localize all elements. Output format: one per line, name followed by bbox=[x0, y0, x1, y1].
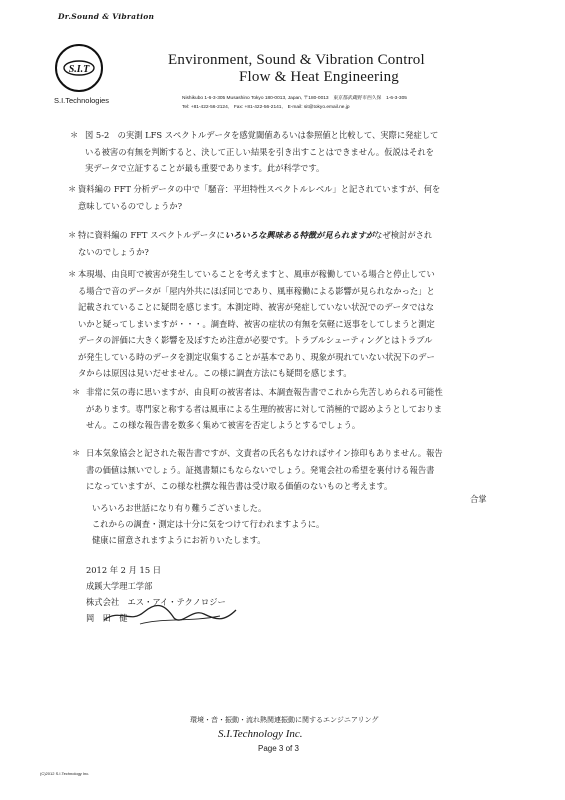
closing-remarks bbox=[92, 500, 324, 548]
contact-line: Tel: +81-422-56-2124, Fax: +81-422-56-2141, E-mail: sit@tokyo.email.ne.jp bbox=[182, 105, 350, 110]
letter-date: 2012 年 2 月 15 日 bbox=[86, 565, 162, 575]
handwritten-signature bbox=[100, 600, 240, 628]
bullet-marker: ＊ bbox=[68, 184, 77, 194]
paragraph-line: 資料編の FFT 分析データの中で「騒音：平坦特性スペクトルレベル」と記されていますが、何を bbox=[78, 184, 441, 194]
text-segment: なぜ検討がされ bbox=[374, 230, 433, 240]
emphasized-text: いろいろな興味ある特徴が見られますが bbox=[224, 230, 375, 240]
paragraph-line: いる被害の有無を判断すると、決して正しい結果を引き出すことはできません。仮説はそれを bbox=[85, 146, 434, 157]
closing-salutation: 合掌 bbox=[470, 494, 487, 504]
comment-paragraph-3 bbox=[68, 227, 432, 260]
paragraph-line: があります。専門家と称する者は風車による生理的被害に対して消極的で認めようとしておりま bbox=[86, 403, 443, 414]
paragraph-line: 図 5-2 の実測 LFS スペクトルデータを感覚閾値あるいは参照値と比較して、実際に発症して bbox=[85, 130, 439, 140]
bullet-marker: ＊ bbox=[68, 269, 77, 279]
brand-tagline: Dr.Sound & Vibration bbox=[58, 12, 155, 21]
logo-emblem bbox=[57, 46, 101, 90]
bullet-marker: ＊ bbox=[72, 448, 81, 458]
logo-text: S.I.T bbox=[68, 64, 90, 75]
bullet-marker: ＊ bbox=[68, 230, 77, 240]
comment-paragraph-5 bbox=[72, 384, 443, 434]
company-name: 株式会社 エス・アイ・テクノロジー bbox=[86, 597, 226, 607]
bullet-marker: ＊ bbox=[72, 387, 81, 397]
paragraph-line: になっていますが、この様な杜撰な報告書は受け取る価値のないものと考えます。 bbox=[86, 481, 393, 491]
paragraph-line: ないのでしょうか? bbox=[78, 246, 149, 257]
comment-paragraph-1 bbox=[70, 127, 438, 177]
paragraph-line: いかと疑ってしまいますが・・・。調査時、被害の症状の有無を気軽に返事をしてしまうと測定 bbox=[78, 318, 435, 329]
paragraph-line: 日本気象協会と記された報告書ですが、文責者の氏名もなければサイン捺印もありません。報告 bbox=[86, 448, 443, 458]
footer-tagline: 環境・音・振動・流れ熱関連振動に関するエンジニアリング bbox=[190, 717, 379, 724]
page-number: Page 3 of 3 bbox=[258, 744, 299, 753]
address-line: Nishikubo 1-6-3-305 Musashino Tokyo 180-0013, Japan, 〒180-0013 東京都武蔵野市西久保 1-6-3-305 bbox=[182, 96, 407, 101]
comment-paragraph-4 bbox=[68, 266, 435, 382]
closing-line: いろいろお世話になり有り難うございました。 bbox=[92, 503, 267, 513]
brand-name: S.I.Technologies bbox=[54, 96, 110, 105]
paragraph-line: 書の価値は無いでしょう。証拠書類にもならないでしょう。発電会社の希望を裏付ける報告書 bbox=[86, 464, 435, 475]
footer-company: S.I.Technology Inc. bbox=[218, 728, 303, 740]
signatory-name: 岡 田 健 bbox=[86, 613, 128, 623]
letterhead-title-line1: Environment, Sound & Vibration Control bbox=[168, 52, 425, 68]
text-segment: 特に資料編の FFT スペクトルデータに bbox=[78, 230, 225, 240]
letterhead-title-line2: Flow & Heat Engineering bbox=[239, 69, 399, 85]
comment-paragraph-6 bbox=[72, 445, 443, 495]
paragraph-line bbox=[78, 227, 432, 244]
paragraph-line: 記載されていることに疑問を感じます。本測定時、被害が発症していない状況でのデータではな bbox=[78, 302, 435, 312]
paragraph-line: 実データで立証することが最も重要であります。此が科学です。 bbox=[85, 163, 325, 173]
paragraph-line: が発生している時のデータを測定収集することが基本であり、現象が現れていない状況下のデー bbox=[78, 351, 435, 362]
comment-paragraph-2 bbox=[68, 181, 440, 214]
paragraph-line: 本現場、由良町で被害が発生していることを考えますと、風車が稼働している場合と停止してい bbox=[78, 269, 435, 279]
closing-line: 健康に留意されますようにお祈りいたします。 bbox=[92, 535, 266, 545]
paragraph-line: せん。この様な報告書を数多く集めて被害を否定しようとするでしょう。 bbox=[86, 420, 361, 430]
paragraph-line: タからは原因は見いだせません。この様に調査方法にも疑問を感じます。 bbox=[78, 368, 352, 378]
copyright-note: (C)2012 S.I.Technology Inc. bbox=[40, 771, 90, 776]
bullet-marker: ＊ bbox=[70, 130, 79, 140]
paragraph-line: る場合で音のデータが「屋内外共にほぼ同じであり、風車稼働による影響が見られなかった」と bbox=[78, 285, 435, 296]
closing-line: これからの調査・測定は十分に気をつけて行われますように。 bbox=[92, 519, 325, 529]
paragraph-line: データの評価に大きく影響を及ぼすため注意が必要です。トラブルシューティングとはトラブル bbox=[78, 335, 433, 345]
paragraph-line: 意味しているのでしょうか? bbox=[78, 200, 183, 211]
paragraph-line: 非常に気の毒に思いますが、由良町の被害者は、本調査報告書でこれから先苦しめられる可能性 bbox=[86, 387, 443, 397]
affiliation: 成蹊大学理工学部 bbox=[86, 581, 153, 591]
company-logo bbox=[55, 44, 103, 92]
